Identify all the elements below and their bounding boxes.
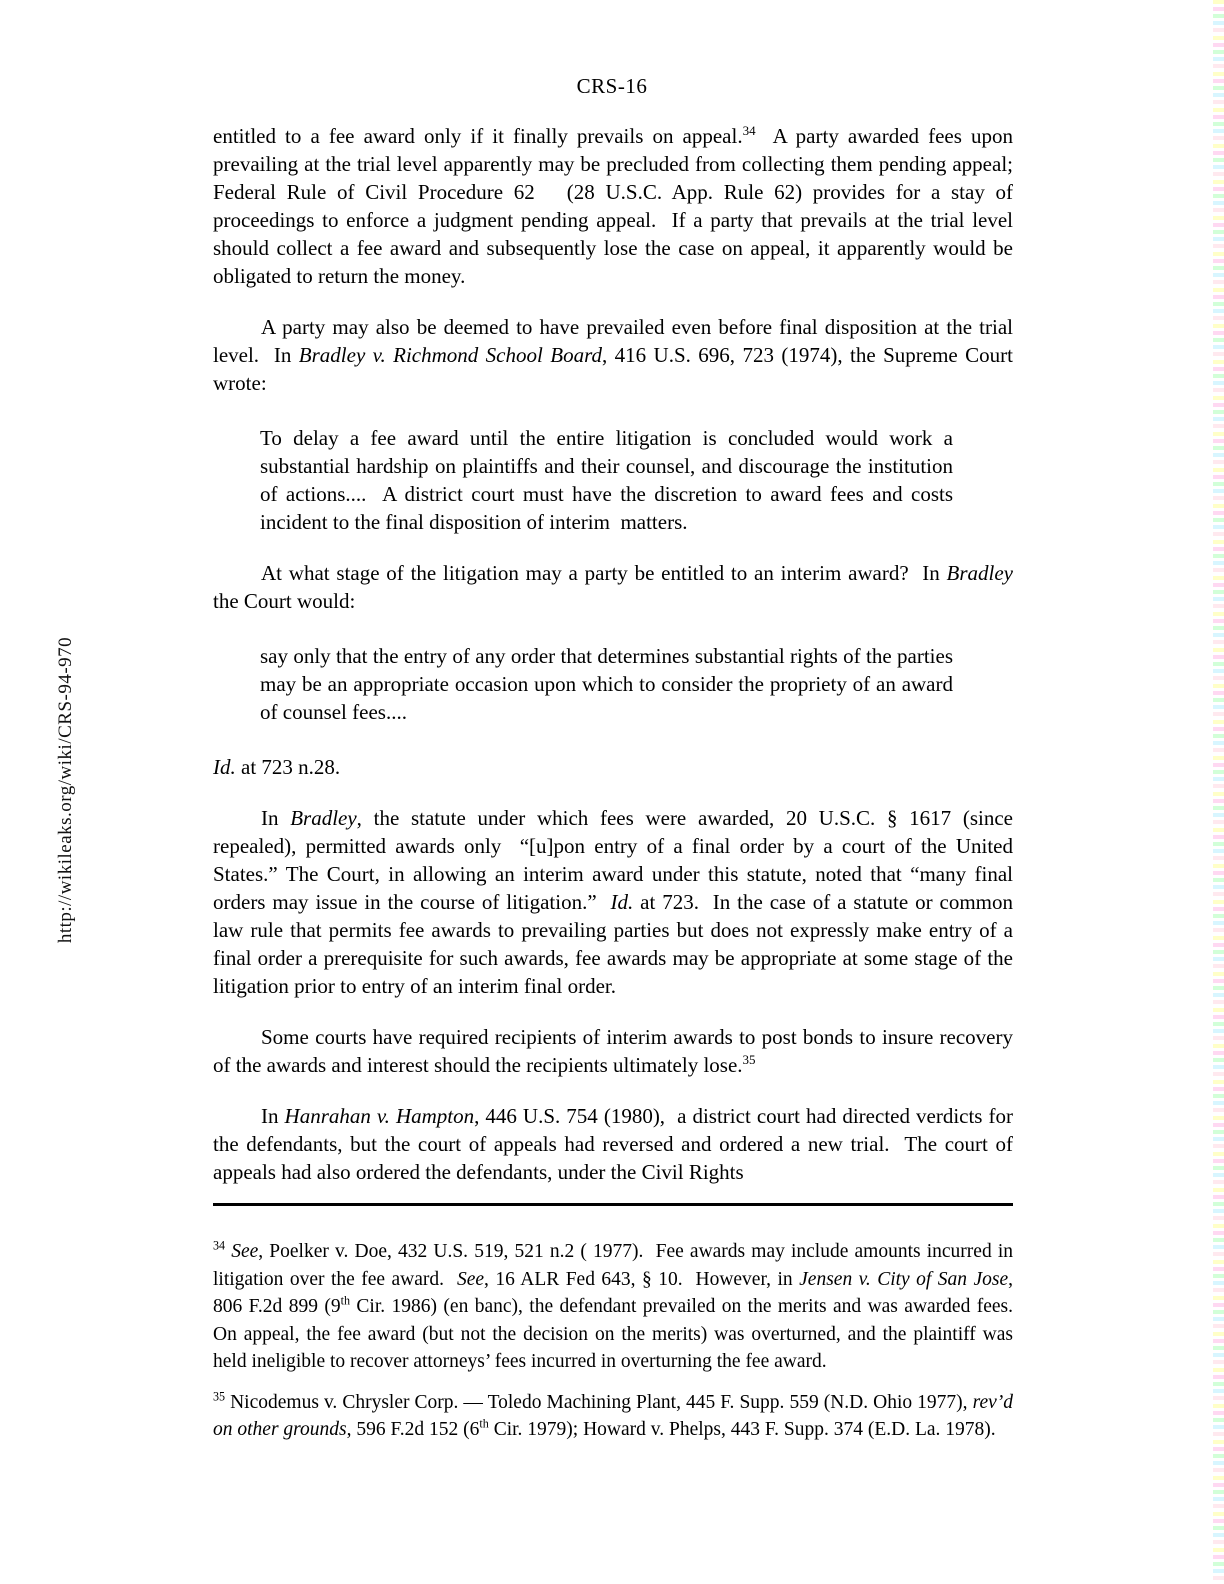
italic-text-run: See (456, 1268, 485, 1290)
citation-line (213, 753, 1013, 781)
superscript-ref: 35 (213, 1389, 226, 1403)
text-run: , 416 U.S. 696, 723 (1974), the Supreme Court wrote: (213, 343, 1019, 395)
superscript-ref: 34 (742, 123, 756, 138)
paragraph (213, 1023, 1019, 1079)
italic-text-run: Hanrahan v. Hampton (284, 1104, 475, 1128)
text-run: , 596 F.2d 152 (6 (346, 1419, 480, 1440)
italic-text-run: Jensen v. City of San Jose (799, 1268, 1009, 1290)
text-run: To delay a fee award until the entire litigation is concluded would work a substantial hardship on plaintiffs and their counsel, and discourage the institution of actions.... A district court must have the discretion to award fees and costs incident to the final disposition of interim matters. (260, 426, 959, 534)
text-run: In (261, 806, 291, 830)
text-run: , 446 U.S. 754 (1980), a district court had directed verdicts for the defendants, but the court of appeals had reversed and ordered a new trial. The court of appeals had also ordered the defendants, under the Civil Rights (213, 1104, 1019, 1184)
text-run: entitled to a fee award only if it finally prevails on appeal. (213, 124, 743, 148)
text-run: Some courts have required recipients of interim awards to post bonds to insure recovery of the awards and interest should the recipients ultimately lose. (213, 1025, 1019, 1077)
italic-text-run: Bradley v. Richmond School Board (298, 343, 602, 367)
edge-watermark-pattern (1213, 0, 1224, 1584)
italic-text-run: Bradley (946, 561, 1013, 585)
italic-text-run: Bradley (290, 806, 357, 830)
blockquote (260, 642, 959, 726)
paragraph-continuation (213, 122, 1019, 290)
text-run: Cir. 1986) (en banc), the defendant prevailed on the merits and was awarded fees. On appeal, the fee award (but not the decision on the merits) was overturned, and the plaintiff was held ineligible to recover attorneys’ fees incurred in overturning the fee award. (213, 1296, 1023, 1372)
text-run: In (261, 1104, 285, 1128)
wikileaks-url-watermark: http://wikileaks.org/wiki/CRS-94-970 (55, 636, 76, 944)
superscript-ref: 34 (213, 1238, 226, 1253)
text-run: , Poelker v. Doe, 432 U.S. 519, 521 n.2 ( 1977). Fee awards may include amounts incurred in litigation over the fee award. (213, 1241, 1018, 1290)
text-run: at 723 n.28. (235, 755, 341, 779)
footnote-35 (213, 1389, 1018, 1444)
page-number-header: CRS-16 (576, 74, 648, 98)
paragraph (213, 313, 1019, 397)
text-run: , 16 ALR Fed 643, § 10. However, in (484, 1268, 800, 1290)
paragraph (213, 804, 1019, 1000)
text-run: the Court would: (213, 561, 1019, 613)
document-body (213, 122, 1023, 1444)
text-run: at 723. In the case of a statute or common law rule that permits fee awards to prevailing parties but does not expressly make entry of a final order a prerequisite for such awards, fee awards may be appropriate at some stage of the litigation prior to entry of an interim final order. (213, 890, 1019, 998)
text-run: At what stage of the litigation may a party be entitled to an interim award? In (261, 561, 947, 585)
blockquote (260, 424, 959, 536)
italic-text-run: See (231, 1241, 259, 1262)
paragraph (213, 559, 1019, 615)
text-run: say only that the entry of any order that determines substantial rights of the parties may be an appropriate occasion upon which to consider the propriety of an award of counsel fees.... (260, 644, 959, 724)
superscript-ref: 35 (742, 1052, 756, 1067)
text-run: A party may also be deemed to have prevailed even before final disposition at the trial level. In (213, 315, 1019, 367)
paragraph (213, 1102, 1019, 1186)
footnote-34 (213, 1238, 1023, 1376)
superscript-ref: th (340, 1293, 351, 1308)
italic-text-run: Id. (610, 890, 634, 914)
text-run: Cir. 1979); Howard v. Phelps, 443 F. Supp. 374 (E.D. La. 1978). (488, 1419, 996, 1440)
superscript-ref: th (479, 1416, 489, 1431)
text-run: , 806 F.2d 899 (9 (213, 1268, 1018, 1317)
italic-text-run: Id. (213, 755, 236, 779)
italic-text-run: rev’d on other grounds (213, 1391, 1018, 1440)
footnote-separator (213, 1203, 1013, 1206)
text-run: , the statute under which fees were awarded, 20 U.S.C. § 1617 (since repealed), permitted awards only “[u]pon entry of a final order by a court of the United States.” The Court, in allowing an interim award under this statute, noted that “many final orders may issue in the course of litigation.” (213, 806, 1019, 914)
text-run: Nicodemus v. Chrysler Corp. — Toledo Machining Plant, 445 F. Supp. 559 (N.D. Ohio 1977), (225, 1391, 973, 1413)
footnotes-section (213, 1238, 1023, 1444)
text-run: A party awarded fees upon prevailing at the trial level apparently may be precluded from collecting them pending appeal; Federal Rule of Civil Procedure 62 (28 U.S.C. App. Rule 62) provides for a stay of proceedings to enforce a judgment pending appeal. If a party that prevails at the trial level should collect a fee award and subsequently lose the case on appeal, it apparently would be obligated to return the money. (213, 124, 1019, 288)
